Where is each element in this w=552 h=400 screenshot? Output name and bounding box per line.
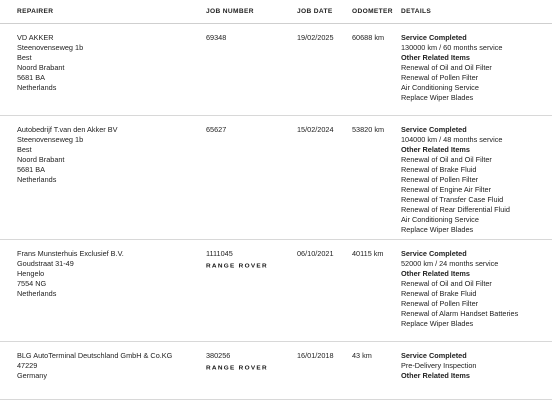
repairer-address-line: Noord Brabant — [17, 63, 65, 72]
job-number-cell — [206, 351, 268, 374]
odometer-reading: 53820 km — [352, 125, 385, 134]
related-item: Replace Wiper Blades — [401, 93, 474, 102]
repairer-address-line: Germany — [17, 371, 48, 380]
odometer-cell — [352, 33, 384, 43]
repairer-address-line: VD AKKER — [17, 33, 54, 42]
repairer-address-line: Netherlands — [17, 289, 57, 298]
service-interval: 104000 km / 48 months service — [401, 135, 503, 144]
repairer-cell — [17, 249, 124, 299]
table-header — [0, 0, 552, 24]
repairer-address-line: Netherlands — [17, 175, 57, 184]
table-row[interactable] — [0, 24, 552, 116]
service-completed-heading: Service Completed — [401, 125, 467, 134]
odometer-cell — [352, 249, 384, 259]
job-number-cell — [206, 125, 226, 135]
repairer-address-line: 5681 BA — [17, 73, 45, 82]
repairer-address-line: Best — [17, 53, 32, 62]
related-item: Renewal of Transfer Case Fluid — [401, 195, 504, 204]
related-item: Replace Wiper Blades — [401, 225, 474, 234]
odometer-cell — [352, 125, 384, 135]
odometer-reading: 40115 km — [352, 249, 384, 258]
related-item: Air Conditioning Service — [401, 83, 479, 92]
repairer-address-line: Steenovenseweg 1b — [17, 135, 84, 144]
details-cell — [401, 351, 476, 381]
column-header-repairer: REPAIRER — [17, 8, 54, 15]
repairer-address-line: 47229 — [17, 361, 38, 370]
odometer-reading: 60688 km — [352, 33, 385, 42]
job-date: 15/02/2024 — [297, 125, 334, 134]
job-number: 65627 — [206, 125, 227, 134]
job-date-cell — [297, 249, 334, 259]
related-item: Renewal of Alarm Handset Batteries — [401, 309, 519, 318]
details-cell — [401, 125, 510, 235]
related-item: Renewal of Pollen Filter — [401, 73, 479, 82]
job-date-cell — [297, 125, 334, 135]
service-interval: 52000 km / 24 months service — [401, 259, 499, 268]
column-header-job-date: JOB DATE — [297, 8, 333, 15]
related-item: Renewal of Pollen Filter — [401, 299, 479, 308]
repairer-address-line: Netherlands — [17, 83, 57, 92]
related-item: Renewal of Oil and Oil Filter — [401, 279, 492, 288]
service-interval: 130000 km / 60 months service — [401, 43, 503, 52]
service-completed-heading: Service Completed — [401, 33, 467, 42]
job-number: 69348 — [206, 33, 227, 42]
other-items-heading: Other Related Items — [401, 53, 470, 62]
other-items-heading: Other Related Items — [401, 269, 470, 278]
repairer-address-line: 7554 NG — [17, 279, 47, 288]
related-item: Renewal of Oil and Oil Filter — [401, 63, 492, 72]
repairer-cell — [17, 125, 117, 185]
related-item: Renewal of Brake Fluid — [401, 165, 477, 174]
job-date: 16/01/2018 — [297, 351, 334, 360]
repairer-address-line: Best — [17, 145, 32, 154]
related-item: Replace Wiper Blades — [401, 319, 474, 328]
repairer-address-line: 5681 BA — [17, 165, 45, 174]
job-date: 19/02/2025 — [297, 33, 334, 42]
range-rover-logo: RANGE ROVER — [206, 364, 268, 372]
related-item: Renewal of Oil and Oil Filter — [401, 155, 492, 164]
odometer-cell — [352, 351, 372, 361]
job-date: 06/10/2021 — [297, 249, 334, 258]
job-number-cell — [206, 249, 268, 272]
repairer-address-line: BLG AutoTerminal Deutschland GmbH & Co.KG — [17, 351, 173, 360]
job-date-cell — [297, 33, 334, 43]
job-number-cell — [206, 33, 226, 43]
service-completed-heading: Service Completed — [401, 351, 467, 360]
service-completed-heading: Service Completed — [401, 249, 467, 258]
repairer-address-line: Steenovenseweg 1b — [17, 43, 84, 52]
other-items-heading: Other Related Items — [401, 145, 470, 154]
column-header-job-number: JOB NUMBER — [206, 8, 254, 15]
column-header-details: DETAILS — [401, 8, 432, 15]
related-item: Renewal of Pollen Filter — [401, 175, 479, 184]
repairer-address-line: Autobedrijf T.van den Akker BV — [17, 125, 118, 134]
other-items-heading: Other Related Items — [401, 371, 470, 380]
table-row[interactable] — [0, 342, 552, 400]
repairer-cell — [17, 351, 172, 381]
job-number: 380256 — [206, 351, 231, 360]
job-number: 1111045 — [206, 249, 233, 258]
related-item: Air Conditioning Service — [401, 215, 479, 224]
odometer-reading: 43 km — [352, 351, 372, 360]
related-item: Renewal of Rear Differential Fluid — [401, 205, 510, 214]
repairer-address-line: Goudstraat 31-49 — [17, 259, 74, 268]
details-cell — [401, 33, 502, 103]
details-cell — [401, 249, 518, 329]
repairer-address-line: Hengelo — [17, 269, 45, 278]
job-date-cell — [297, 351, 334, 361]
table-row[interactable] — [0, 240, 552, 342]
column-header-odometer: ODOMETER — [352, 8, 393, 15]
repairer-address-line: Noord Brabant — [17, 155, 65, 164]
related-item: Renewal of Brake Fluid — [401, 289, 477, 298]
table-row[interactable] — [0, 116, 552, 240]
service-interval: Pre-Delivery Inspection — [401, 361, 477, 370]
repairer-cell — [17, 33, 83, 93]
range-rover-logo: RANGE ROVER — [206, 262, 268, 270]
repairer-address-line: Frans Munsterhuis Exclusief B.V. — [17, 249, 124, 258]
related-item: Renewal of Engine Air Filter — [401, 185, 492, 194]
